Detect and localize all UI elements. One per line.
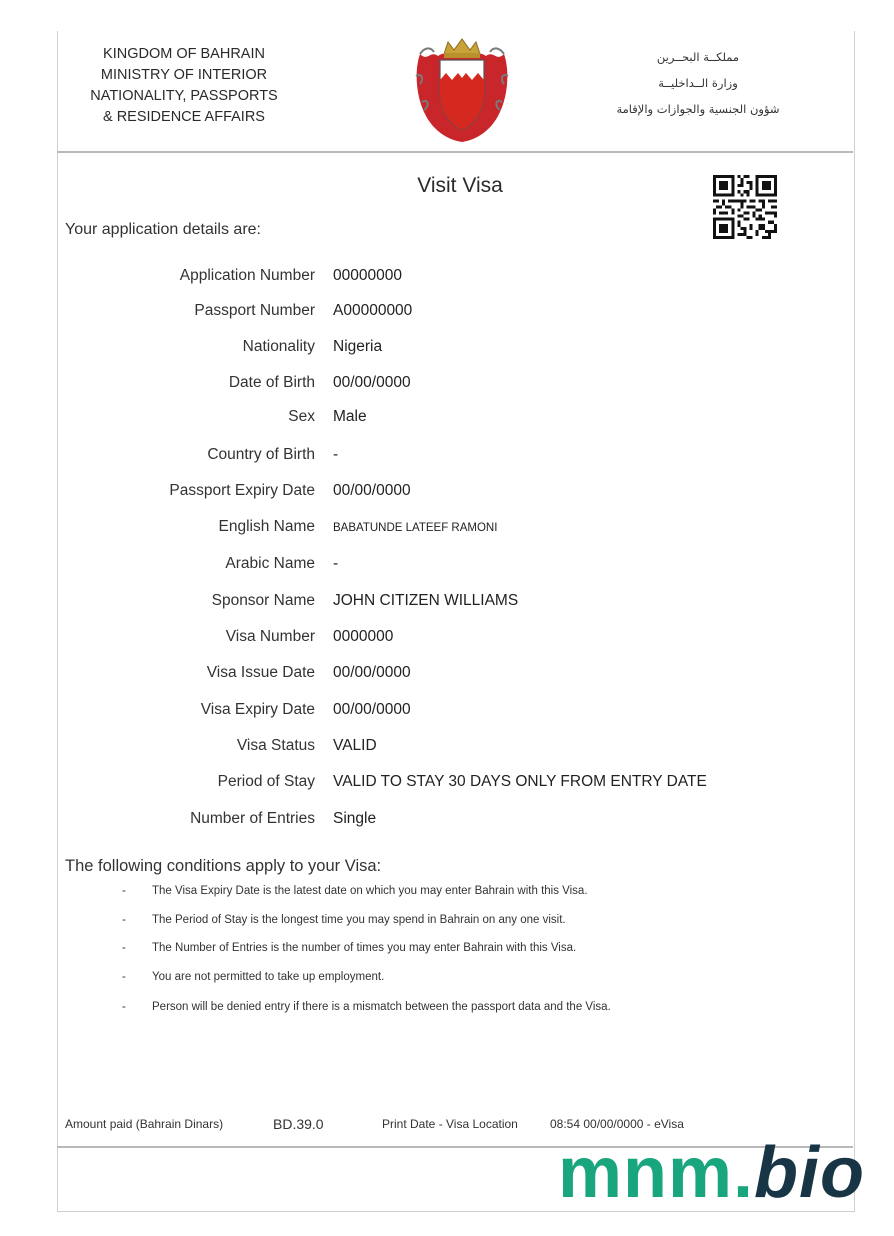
field-value: 00000000 <box>333 267 402 284</box>
field-value: Nigeria <box>333 338 383 355</box>
header-line: & RESIDENCE AFFAIRS <box>103 109 265 125</box>
field-value: BABATUNDE LATEEF RAMONI <box>333 522 498 534</box>
field-value: VALID TO STAY 30 DAYS ONLY FROM ENTRY DATE <box>333 773 707 790</box>
watermark-part: mnm. <box>558 1133 755 1213</box>
field-english-name <box>0 518 894 542</box>
field-label: Visa Issue Date <box>206 664 315 681</box>
field-label: Visa Status <box>236 737 315 754</box>
bullet-dash: - <box>122 914 126 926</box>
application-intro: Your application details are: <box>65 221 261 238</box>
field-value: A00000000 <box>333 302 413 319</box>
condition-text: The Number of Entries is the number of times you may enter Bahrain with this Visa. <box>152 942 577 954</box>
condition-text: The Visa Expiry Date is the latest date on which you may enter Bahrain with this Visa. <box>152 885 588 897</box>
header-line: NATIONALITY, PASSPORTS <box>90 88 278 104</box>
field-value: VALID <box>333 737 377 754</box>
field-label: Period of Stay <box>217 773 315 790</box>
field-label: Visa Expiry Date <box>200 701 315 718</box>
ministry-name-english <box>64 44 304 128</box>
field-number-of-entries <box>0 810 894 834</box>
print-date-label: Print Date - Visa Location <box>382 1117 518 1131</box>
field-label: Nationality <box>242 338 315 355</box>
field-visa-number <box>0 628 894 652</box>
bullet-dash: - <box>122 1001 126 1013</box>
field-value: 00/00/0000 <box>333 374 411 391</box>
header-line: مملكــة البحــرين <box>656 50 740 64</box>
field-label: Arabic Name <box>225 555 315 572</box>
header-line: شؤون الجنسية والجوازات والإقامة <box>616 102 780 116</box>
field-label: Sex <box>288 408 315 425</box>
field-value: - <box>333 555 339 572</box>
watermark-logo <box>558 1132 865 1214</box>
condition-text: Person will be denied entry if there is a mismatch between the passport data and the Visa. <box>152 1001 611 1013</box>
field-label: Passport Expiry Date <box>169 482 315 499</box>
field-label: English Name <box>218 518 315 535</box>
field-value: 0000000 <box>333 628 394 645</box>
bullet-dash: - <box>122 885 126 897</box>
field-value: Single <box>333 810 377 827</box>
field-visa-status <box>0 737 894 761</box>
amount-paid-value: BD.39.0 <box>273 1116 324 1132</box>
field-label: Sponsor Name <box>211 592 315 609</box>
print-date-value: 08:54 00/00/0000 - eVisa <box>550 1117 684 1131</box>
header-line: وزارة الــداخليــة <box>658 76 738 90</box>
field-label: Number of Entries <box>190 810 315 827</box>
header-line: MINISTRY OF INTERIOR <box>100 67 268 83</box>
condition-text: You are not permitted to take up employment. <box>152 971 385 983</box>
amount-paid-label: Amount paid (Bahrain Dinars) <box>65 1117 224 1131</box>
watermark-part: bio <box>754 1133 865 1213</box>
bullet-dash: - <box>122 971 126 983</box>
field-nationality <box>0 338 894 362</box>
field-visa-issue-date <box>0 664 894 688</box>
field-label: Visa Number <box>225 628 315 645</box>
field-value: - <box>333 446 339 463</box>
field-arabic-name <box>0 555 894 579</box>
condition-text: The Period of Stay is the longest time you may spend in Bahrain on any one visit. <box>152 914 566 926</box>
conditions-heading: The following conditions apply to your Visa: <box>65 857 382 875</box>
field-value: 00/00/0000 <box>333 482 411 499</box>
field-date-of-birth <box>0 374 894 398</box>
bahrain-emblem-icon <box>412 36 512 144</box>
field-sponsor-name <box>0 592 894 616</box>
field-label: Application Number <box>179 267 315 284</box>
header-line: KINGDOM OF BAHRAIN <box>103 46 265 62</box>
field-passport-number <box>0 302 894 326</box>
field-value: JOHN CITIZEN WILLIAMS <box>333 592 519 609</box>
field-passport-expiry-date <box>0 482 894 506</box>
field-application-number <box>0 267 894 291</box>
field-label: Passport Number <box>194 302 315 319</box>
field-label: Country of Birth <box>207 446 315 463</box>
document-title: Visit Visa <box>417 174 503 197</box>
field-visa-expiry-date <box>0 701 894 725</box>
qr-code-icon <box>713 175 777 239</box>
field-value: Male <box>333 408 367 425</box>
field-sex <box>0 408 894 432</box>
bullet-dash: - <box>122 942 126 954</box>
field-label: Date of Birth <box>228 374 315 391</box>
header-divider <box>57 151 853 153</box>
field-value: 00/00/0000 <box>333 701 411 718</box>
field-period-of-stay <box>0 773 894 797</box>
field-country-of-birth <box>0 446 894 470</box>
field-value: 00/00/0000 <box>333 664 411 681</box>
ministry-name-arabic <box>598 44 798 122</box>
